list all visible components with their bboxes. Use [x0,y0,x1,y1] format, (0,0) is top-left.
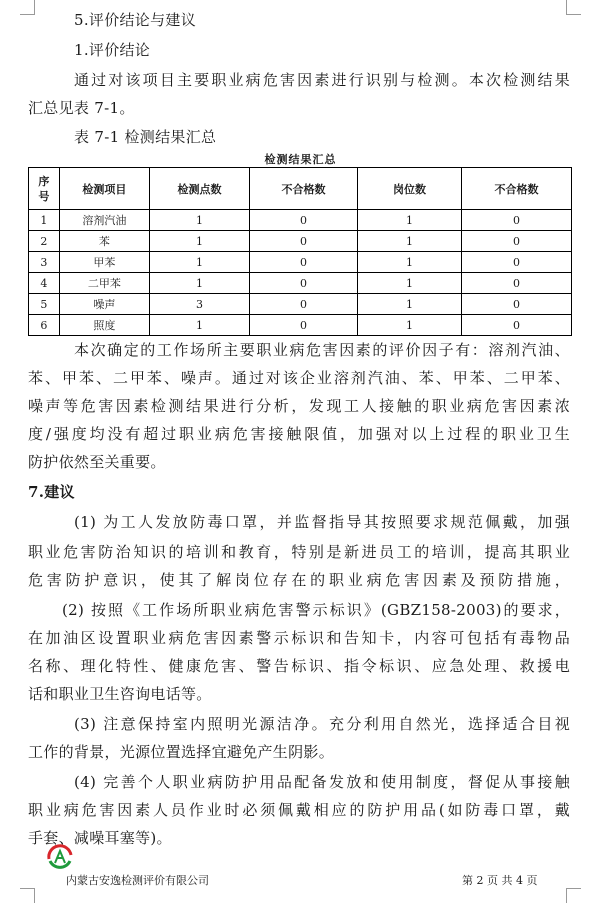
suggestion-line: (1) 为工人发放防毒口罩，并监督指导其按照要求规范佩戴，加强 [74,513,570,531]
cell-points: 1 [149,210,249,231]
cell-fail: 0 [250,231,358,252]
cell-item: 苯 [59,231,149,252]
page-corner-mark [20,888,35,903]
cell-fail-2: 0 [462,315,572,336]
conclusion-line: 噪声等危害因素检测结果进行分析，发现工人接触的职业病危害因素浓 [28,397,570,415]
table-header-row [29,168,572,210]
suggestion-line: 手套、减噪耳塞等)。 [28,829,172,847]
cell-positions: 1 [357,315,461,336]
cell-positions: 1 [357,273,461,294]
cell-fail: 0 [250,210,358,231]
suggestion-line: 话和职业卫生咨询电话等。 [28,685,212,703]
cell-fail-2: 0 [462,294,572,315]
results-table [28,167,572,336]
suggestion-line: (2) 按照《工作场所职业病危害警示标识》(GBZ158-2003)的要求， [62,601,570,619]
cell-points: 1 [149,273,249,294]
suggestion-line: 危害防护意识，使其了解岗位存在的职业病危害因素及预防措施， [28,571,570,589]
cell-positions: 1 [357,294,461,315]
cell-fail: 0 [250,273,358,294]
cell-positions: 1 [357,252,461,273]
conclusion-line: 本次确定的工作场所主要职业病危害因素的评价因子有：溶剂汽油、 [74,341,570,359]
suggestion-line: (3) 注意保持室内照明光源洁净。充分利用自然光，选择适合目视 [74,715,570,733]
header-fail-count: 不合格数 [250,168,358,210]
cell-fail: 0 [250,315,358,336]
sub-heading: 1.评价结论 [74,41,151,59]
cell-item: 照度 [59,315,149,336]
page-corner-mark [566,0,581,15]
cell-no: 6 [29,315,60,336]
suggestion-line: 工作的背景，光源位置选择宜避免产生阴影。 [28,743,335,761]
header-no [29,168,60,210]
cell-item: 溶剂汽油 [59,210,149,231]
cell-points: 3 [149,294,249,315]
cell-item: 甲苯 [59,252,149,273]
header-points: 检测点数 [149,168,249,210]
cell-fail-2: 0 [462,252,572,273]
page-corner-mark [566,888,581,903]
cell-points: 1 [149,252,249,273]
header-fail-count-2: 不合格数 [462,168,572,210]
cell-fail-2: 0 [462,231,572,252]
suggestion-line: 名称、理化特性、健康危害、警告标识、指令标识、应急处理、救援电 [28,657,570,675]
conclusion-line: 苯、甲苯、二甲苯、噪声。通过对该企业溶剂汽油、苯、甲苯、二甲苯、 [28,369,570,387]
table-row [29,231,572,252]
table-caption: 表 7-1 检测结果汇总 [74,128,217,146]
header-item: 检测项目 [59,168,149,210]
cell-item: 二甲苯 [59,273,149,294]
cell-fail: 0 [250,252,358,273]
table-row [29,252,572,273]
suggestion-line: 在加油区设置职业病危害因素警示标识和告知卡，内容可包括有毒物品 [28,629,570,647]
cell-points: 1 [149,315,249,336]
company-logo-icon [46,843,74,869]
cell-item: 噪声 [59,294,149,315]
cell-no: 2 [29,231,60,252]
intro-line: 汇总见表 7-1。 [28,99,135,117]
conclusion-line: 度/强度均没有超过职业病危害接触限值，加强对以上过程的职业卫生 [28,425,570,443]
cell-no: 3 [29,252,60,273]
cell-fail-2: 0 [462,273,572,294]
suggestion-line: 职业病危害因素人员作业时必须佩戴相应的防护用品(如防毒口罩，戴 [28,801,570,819]
cell-positions: 1 [357,210,461,231]
header-positions: 岗位数 [357,168,461,210]
cell-no: 5 [29,294,60,315]
cell-fail: 0 [250,294,358,315]
table-title: 检测结果汇总 [264,153,337,166]
cell-fail-2: 0 [462,210,572,231]
cell-no: 1 [29,210,60,231]
section-heading: 5.评价结论与建议 [74,11,197,29]
conclusion-line: 防护依然至关重要。 [28,453,166,471]
suggestions-heading: 7.建议 [28,483,75,501]
footer-company: 内蒙古安逸检测评价有限公司 [66,874,209,887]
suggestion-line: 职业危害防治知识的培训和教育，特别是新进员工的培训，提高其职业 [28,543,570,561]
intro-line: 通过对该项目主要职业病危害因素进行识别与检测。本次检测结果 [74,71,570,89]
table-row [29,273,572,294]
page-corner-mark [20,0,35,15]
table-row [29,294,572,315]
cell-no: 4 [29,273,60,294]
cell-positions: 1 [357,231,461,252]
footer-page-number: 第 2 页 共 4 页 [462,874,538,887]
table-row [29,315,572,336]
table-row [29,210,572,231]
header-no-label: 序号 [38,174,50,203]
cell-points: 1 [149,231,249,252]
suggestion-line: (4) 完善个人职业病防护用品配备发放和使用制度，督促从事接触 [74,773,570,791]
